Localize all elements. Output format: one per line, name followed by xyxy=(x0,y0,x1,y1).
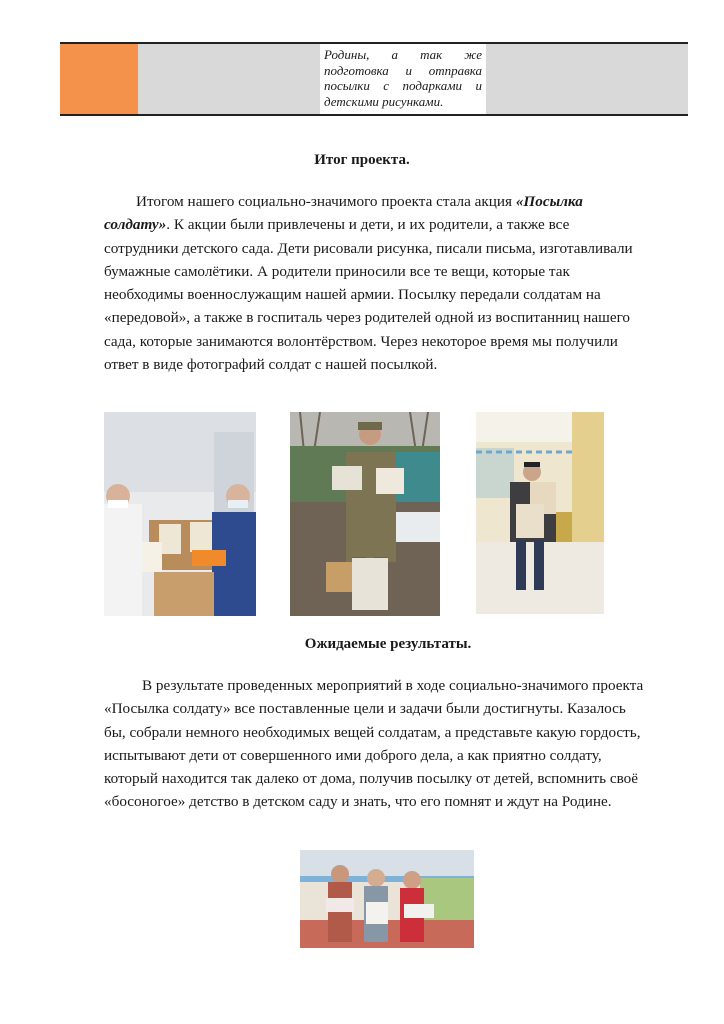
results-paragraph xyxy=(104,190,644,376)
results-intro: Итогом нашего социально-значимого проекта стала акция xyxy=(136,193,516,210)
header-text: Родины, а так же подготовка и отправка посылки с подарками и детскими рисунками. xyxy=(324,47,482,109)
hospital-staff-with-parcels-photo xyxy=(104,412,256,616)
soldier-outdoors-with-parcels-photo xyxy=(290,412,440,616)
results-rest: . К акции были привлечены и дети, и их родители, а также все сотрудники детского сада. Дети рисовали рисунка, писали письма, изготавливали бумажные самолётики. А родители приносили все те вещи, которые так необходимы военнослужащим нашей армии. Посылку передали солдатам на «передовой», а также в госпиталь через родителей одной из воспитанниц нашего сада, которые занимаются волонтёрством. Через некоторое время мы получили ответ в виде фотографий солдат с нашей посылкой. xyxy=(104,216,633,374)
expected-results-paragraph: В результате проведенных мероприятий в ходе социально-значимого проекта «Посылка солдату» все поставленные цели и задачи были достигнуты. Казалось бы, собрали немного необходимых вещей солдатам, а представьте какую гордость, испытывают дети от совершенного ими доброго дела, а как приятно солдату, который находится так далеко от дома, получив посылку от детей, вспомнить своё «босоногое» детство в детском саду и знать, что его помнят и ждут на Родине. xyxy=(104,677,644,811)
children-with-drawings-photo xyxy=(300,850,474,948)
section-title-expected-results: Ожидаемые результаты. xyxy=(304,636,472,652)
section-title-results: Итог проекта. xyxy=(314,152,410,168)
page-header xyxy=(60,42,688,116)
man-with-parcel-on-veranda-photo xyxy=(476,412,604,614)
action-name: «Посылка солдату» xyxy=(104,193,583,234)
header-accent-block xyxy=(60,44,138,114)
